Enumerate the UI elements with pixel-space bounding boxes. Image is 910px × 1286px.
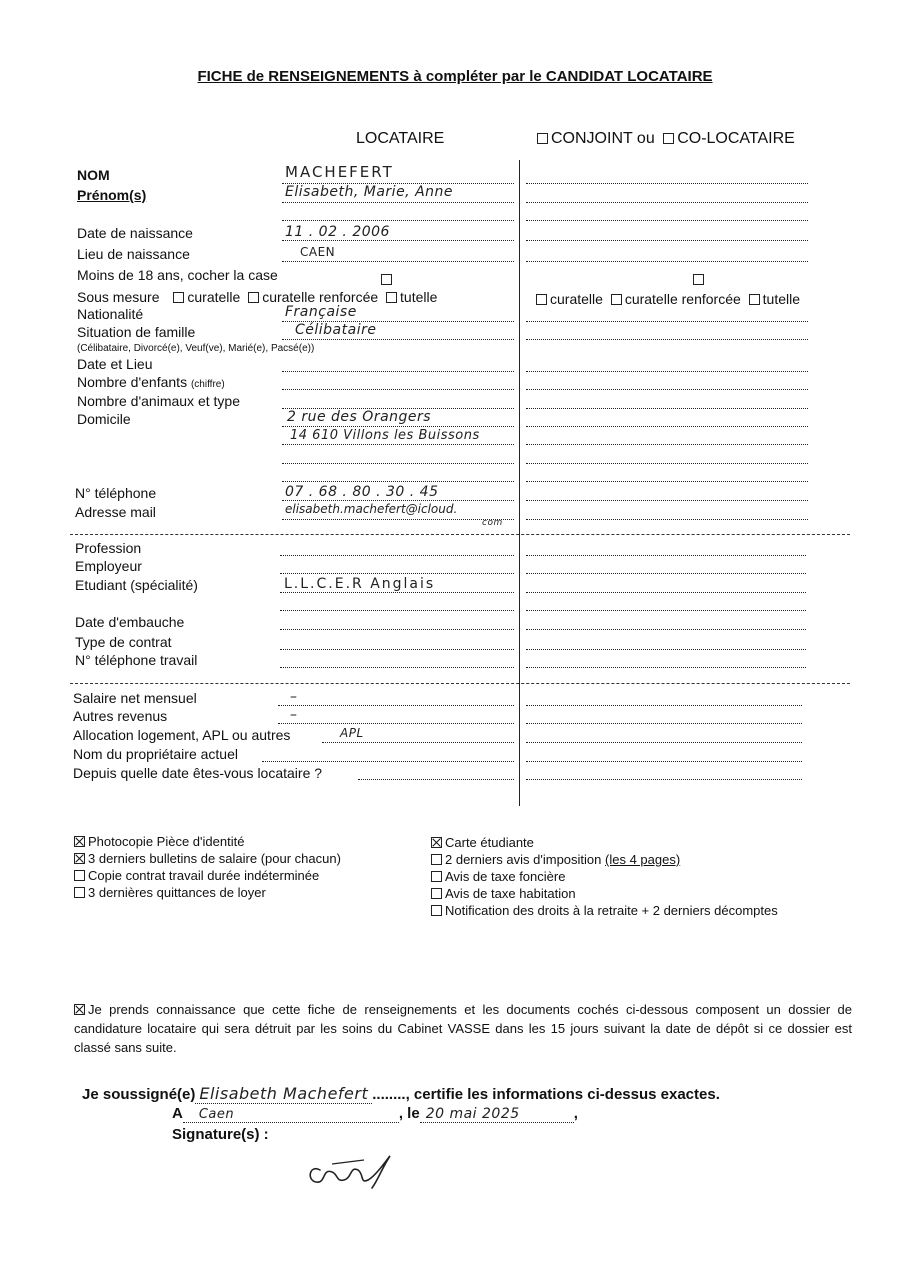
label-telephone: N° téléphone	[75, 485, 157, 501]
conjoint-autres-revenus-line[interactable]	[526, 723, 802, 724]
column-divider	[519, 160, 520, 806]
doc-item-taxe-fonciere[interactable]: Avis de taxe foncière	[431, 868, 778, 885]
doc-checkbox-carte-etudiante[interactable]	[431, 837, 442, 848]
value-date: 20 mai 2025	[425, 1106, 520, 1122]
value-lieu: Caen	[198, 1107, 235, 1122]
situation-line[interactable]	[282, 339, 514, 340]
sous-mesure-row: Sous mesure curatelle curatelle renforcée tutelle	[77, 289, 438, 305]
doc-checkbox-retraite[interactable]	[431, 905, 442, 916]
label-situation-famille: Situation de famille	[77, 324, 196, 340]
conjoint-situation-line[interactable]	[526, 339, 808, 340]
depuis-line[interactable]	[358, 779, 514, 780]
value-telephone: 07 . 68 . 80 . 30 . 45	[285, 484, 439, 500]
conjoint-nb-animaux-line[interactable]	[526, 408, 808, 409]
doc-item-quittances[interactable]: 3 dernières quittances de loyer	[74, 884, 341, 901]
prenoms-line[interactable]	[282, 202, 514, 203]
doc-item-contrat[interactable]: Copie contrat travail durée indéterminée	[74, 867, 341, 884]
value-mail: elisabeth.machefert@icloud.	[285, 502, 458, 516]
conjoint-telephone-line[interactable]	[526, 500, 808, 501]
consent-paragraph	[74, 1000, 852, 1057]
consent-checkbox[interactable]	[74, 1004, 85, 1015]
signature-label: Signature(s) :	[172, 1126, 269, 1143]
curatelle-renforcee-checkbox-conjoint[interactable]	[611, 294, 622, 305]
doc-item-retraite[interactable]: Notification des droits à la retraite + 2 derniers décomptes	[431, 902, 778, 919]
label-date-embauche: Date d'embauche	[75, 614, 185, 630]
value-domicile-1: 2 rue des Orangers	[287, 409, 432, 425]
date-embauche-line[interactable]	[280, 629, 514, 630]
label-proprietaire: Nom du propriétaire actuel	[73, 746, 238, 762]
column-header-conjoint: CONJOINT ou CO-LOCATAIRE	[537, 130, 795, 148]
documents-right	[431, 834, 778, 919]
label-type-contrat: Type de contrat	[75, 634, 172, 650]
value-nationalite: Française	[285, 304, 357, 320]
colocataire-checkbox[interactable]	[663, 133, 674, 144]
conjoint-nationalite-line[interactable]	[526, 321, 808, 322]
doc-item-bulletins[interactable]: 3 derniers bulletins de salaire (pour chacun)	[74, 850, 341, 867]
label-etudiant: Etudiant (spécialité)	[75, 577, 198, 593]
conjoint-etudiant-line-2[interactable]	[526, 610, 806, 611]
profession-line[interactable]	[280, 555, 514, 556]
label-employeur: Employeur	[75, 558, 142, 574]
label-nb-animaux: Nombre d'animaux et type	[77, 393, 240, 409]
label-date-naissance: Date de naissance	[77, 225, 193, 241]
label-autres-revenus: Autres revenus	[73, 708, 168, 724]
declaration-place-date: A Caen , le 20 mai 2025 ,	[172, 1105, 578, 1122]
sous-mesure-row-conjoint: curatelle curatelle renforcée tutelle	[536, 291, 800, 307]
conjoint-domicile-line-3[interactable]	[526, 463, 808, 464]
conjoint-employeur-line[interactable]	[526, 573, 806, 574]
label-moins-18: Moins de 18 ans, cocher la case	[77, 267, 278, 283]
conjoint-date-embauche-line[interactable]	[526, 629, 806, 630]
label-date-lieu: Date et Lieu	[77, 356, 153, 372]
moins-18-checkbox-conjoint[interactable]	[693, 274, 704, 285]
proprietaire-line[interactable]	[262, 761, 514, 762]
tutelle-checkbox-conjoint[interactable]	[749, 294, 760, 305]
value-allocation: APL	[340, 726, 364, 740]
conjoint-prenoms-line[interactable]	[526, 202, 808, 203]
value-lieu-naissance: CAEN	[300, 245, 336, 259]
conjoint-date-lieu-line[interactable]	[526, 371, 808, 372]
value-domicile-2: 14 610 Villons les Buissons	[290, 428, 480, 443]
doc-item-taxe-habitation[interactable]: Avis de taxe habitation	[431, 885, 778, 902]
conjoint-salaire-line[interactable]	[526, 705, 802, 706]
signature-graphic	[302, 1150, 398, 1192]
label-nom: NOM	[77, 167, 110, 183]
conjoint-mail-line[interactable]	[526, 519, 808, 520]
conjoint-domicile-line-1[interactable]	[526, 426, 808, 427]
doc-checkbox-identite[interactable]	[74, 836, 85, 847]
allocation-line[interactable]	[322, 742, 514, 743]
conjoint-nom-line[interactable]	[526, 183, 808, 184]
label-lieu-naissance: Lieu de naissance	[77, 246, 190, 262]
domicile-line-1[interactable]	[282, 426, 514, 427]
conjoint-tel-travail-line[interactable]	[526, 667, 806, 668]
section-separator-2	[70, 683, 850, 684]
employeur-line[interactable]	[280, 573, 514, 574]
doc-checkbox-bulletins[interactable]	[74, 853, 85, 864]
conjoint-etudiant-line[interactable]	[526, 592, 806, 593]
conjoint-proprietaire-line[interactable]	[526, 761, 802, 762]
doc-item-carte-etudiante[interactable]: Carte étudiante	[431, 834, 778, 851]
doc-checkbox-contrat[interactable]	[74, 870, 85, 881]
conjoint-date-naissance-line[interactable]	[526, 240, 808, 241]
doc-checkbox-taxe-fonciere[interactable]	[431, 871, 442, 882]
curatelle-checkbox-conjoint[interactable]	[536, 294, 547, 305]
doc-item-avis-imposition[interactable]: 2 derniers avis d'imposition (les 4 pages)	[431, 851, 778, 868]
label-prenoms: Prénom(s)	[77, 187, 147, 203]
type-contrat-line[interactable]	[280, 649, 514, 650]
conjoint-type-contrat-line[interactable]	[526, 649, 806, 650]
value-salaire: –	[290, 689, 298, 705]
etudiant-line[interactable]	[280, 592, 514, 593]
conjoint-profession-line[interactable]	[526, 555, 806, 556]
domicile-line-3[interactable]	[282, 463, 514, 464]
date-naissance-line[interactable]	[282, 240, 514, 241]
label-salaire: Salaire net mensuel	[73, 690, 197, 706]
documents-left	[74, 833, 341, 901]
tutelle-checkbox[interactable]	[386, 292, 397, 303]
situation-hint: (Célibataire, Divorcé(e), Veuf(ve), Marié(e), Pacsé(e))	[77, 343, 315, 354]
signature-area[interactable]	[302, 1150, 398, 1192]
doc-item-identite[interactable]: Photocopie Pièce d'identité	[74, 833, 341, 850]
conjoint-prenoms-line-2[interactable]	[526, 220, 808, 221]
column-header-locataire: LOCATAIRE	[356, 130, 445, 147]
label-domicile: Domicile	[77, 411, 131, 427]
conjoint-domicile-line-4[interactable]	[526, 481, 808, 482]
conjoint-depuis-line[interactable]	[526, 779, 802, 780]
value-autres-revenus: –	[290, 707, 298, 723]
etudiant-line-2[interactable]	[280, 610, 514, 611]
value-etudiant: L.L.C.E.R Anglais	[284, 576, 436, 592]
value-soussigne: Elisabeth Machefert	[199, 1084, 369, 1103]
nb-enfants-line[interactable]	[282, 389, 514, 390]
declaration-line: Je soussigné(e) Elisabeth Machefert ........, certifie les informations ci-dessus exactes.	[82, 1084, 720, 1103]
mail-line[interactable]	[282, 519, 514, 520]
domicile-line-2[interactable]	[282, 444, 514, 445]
conjoint-nb-enfants-line[interactable]	[526, 389, 808, 390]
label-profession: Profession	[75, 540, 142, 556]
salaire-line[interactable]	[278, 705, 514, 706]
label-nationalite: Nationalité	[77, 306, 144, 322]
autres-revenus-line[interactable]	[278, 723, 514, 724]
date-lieu-line[interactable]	[282, 371, 514, 372]
domicile-line-4[interactable]	[282, 481, 514, 482]
value-prenoms: Elisabeth, Marie, Anne	[285, 184, 454, 200]
telephone-line[interactable]	[282, 500, 514, 501]
label-depuis: Depuis quelle date êtes-vous locataire ?	[73, 765, 323, 781]
label-mail: Adresse mail	[75, 504, 156, 520]
label-tel-travail: N° téléphone travail	[75, 652, 198, 668]
value-date-naissance: 11 . 02 . 2006	[285, 224, 390, 240]
label-allocation: Allocation logement, APL ou autres	[73, 727, 291, 743]
value-mail-2: com	[482, 518, 503, 528]
form-title: FICHE de RENSEIGNEMENTS à compléter par le CANDIDAT LOCATAIRE	[197, 68, 713, 85]
doc-checkbox-quittances[interactable]	[74, 887, 85, 898]
value-situation: Célibataire	[295, 322, 377, 338]
curatelle-checkbox[interactable]	[173, 292, 184, 303]
doc-checkbox-taxe-habitation[interactable]	[431, 888, 442, 899]
conjoint-allocation-line[interactable]	[526, 742, 802, 743]
value-nom: MACHEFERT	[285, 163, 394, 181]
consent-text: Je prends connaissance que cette fiche de renseignements et les documents cochés ci-dessous composent un dossier de candidature locataire qui sera détruit par les soins du Cabinet VASSE dans les 15 jours suivant la date de dépôt si ce dossier est classé sans suite.	[74, 1002, 852, 1055]
conjoint-domicile-line-2[interactable]	[526, 444, 808, 445]
conjoint-lieu-naissance-line[interactable]	[526, 261, 808, 262]
label-nb-enfants: Nombre d'enfants (chiffre)	[77, 374, 225, 390]
lieu-naissance-line[interactable]	[282, 261, 514, 262]
doc-checkbox-avis-imposition[interactable]	[431, 854, 442, 865]
prenoms-line-2[interactable]	[282, 220, 514, 221]
conjoint-checkbox[interactable]	[537, 133, 548, 144]
curatelle-renforcee-checkbox[interactable]	[248, 292, 259, 303]
section-separator-1	[70, 534, 850, 535]
moins-18-checkbox-locataire[interactable]	[381, 274, 392, 285]
tel-travail-line[interactable]	[280, 667, 514, 668]
